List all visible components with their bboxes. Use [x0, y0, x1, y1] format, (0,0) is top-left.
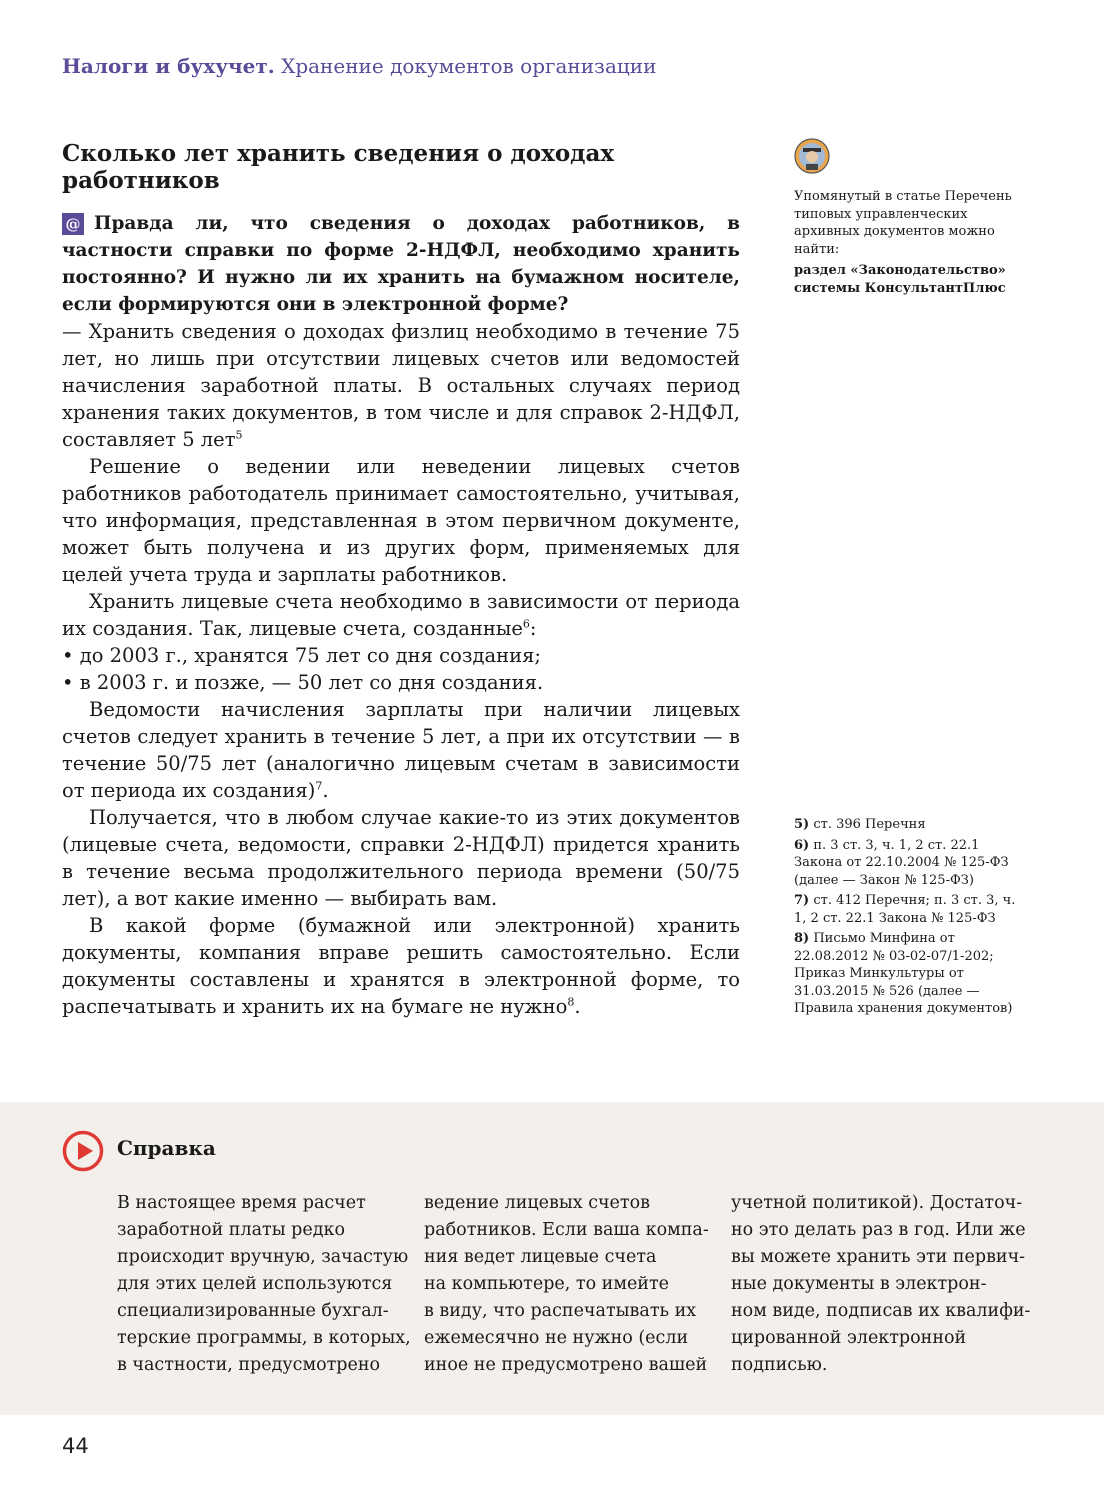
- spravka-line: но это делать раз в год. Или же: [731, 1220, 1026, 1240]
- sidebar-text: [794, 188, 1019, 297]
- spravka-line: цированной электронной: [731, 1328, 967, 1348]
- paragraph-1: [62, 318, 740, 453]
- avatar-icon: [794, 138, 830, 174]
- sidebar-note: [794, 138, 1019, 297]
- play-icon: [62, 1130, 104, 1172]
- paragraph-6-end: .: [574, 995, 581, 1018]
- footnote-text: п. 3 ст. 3, ч. 1, 2 ст. 22.1 Закона от 22.10.2004 № 125-ФЗ (далее — Закон № 125-ФЗ): [794, 837, 1009, 888]
- sidebar-note-text: Упомянутый в статье Перечень типовых управленческих архивных документов можно найти:: [794, 189, 1012, 257]
- question: [62, 210, 740, 318]
- footnote-number: 7): [794, 893, 810, 908]
- at-sign-icon: @: [62, 213, 84, 235]
- paragraph-3-end: :: [529, 617, 537, 640]
- spravka-box: [0, 1102, 1104, 1415]
- spravka-line: заработной платы редко: [117, 1220, 345, 1240]
- spravka-line: ния ведет лицевые счета: [424, 1247, 657, 1267]
- footnote: [794, 930, 1024, 1018]
- page-number: 44: [62, 1434, 89, 1458]
- spravka-line: работников. Если ваша компа-: [424, 1220, 709, 1240]
- sidebar-note-bold: раздел «Законодательство» системы КонсультантПлюс: [794, 263, 1006, 296]
- paragraph-4: [62, 696, 740, 804]
- paragraph-5: Получается, что в любом случае какие-то из этих документов (лицевые счета, ведомости, справки 2-НДФЛ) придется хранить в течение весьма продолжительного периода времени (50/75 лет), а вот какие именно — выбирать вам.: [62, 806, 740, 910]
- spravka-line: в виду, что распечатывать их: [424, 1301, 697, 1321]
- paragraph-2: Решение о ведении или неведении лицевых счетов работников работодатель принимает самостоятельно, учитывая, что информация, представленная в этом первичном документе, может быть получена и из других форм, применяемых для целей учета труда и зарплаты работников.: [62, 455, 740, 586]
- footnote: [794, 837, 1024, 890]
- footnote-ref: 6: [522, 617, 530, 631]
- footnote-ref: 7: [315, 779, 323, 793]
- spravka-line: ежемесячно не нужно (если: [424, 1328, 689, 1348]
- spravka-title: Справка: [117, 1136, 216, 1160]
- bullet-item: • в 2003 г. и позже, — 50 лет со дня создания.: [62, 671, 544, 694]
- footnote-text: Письмо Минфина от 22.08.2012 № 03-02-07/1-202; Приказ Минкультуры от 31.03.2015 № 526 (далее — Правила хранения документов): [794, 931, 1013, 1016]
- spravka-line: ведение лицевых счетов: [424, 1193, 650, 1213]
- footnote-ref: 8: [567, 995, 575, 1009]
- footnote-ref: 5: [235, 428, 243, 442]
- spravka-line: происходит вручную, зачастую: [117, 1247, 409, 1267]
- footnote-number: 8): [794, 931, 810, 946]
- footnote: [794, 892, 1024, 927]
- paragraph-1-text: — Хранить сведения о доходах физлиц необходимо в течение 75 лет, но лишь при отсутствии лицевых счетов или ведомостей начисления заработной платы. В остальных случаях период хранения таких документов, в том числе и для справок 2-НДФЛ, составляет 5 лет: [62, 320, 740, 451]
- spravka-line: учетной политикой). Достаточ-: [731, 1193, 1023, 1213]
- spravka-line: подписью.: [731, 1355, 828, 1375]
- section-name: Налоги и бухучет.: [62, 54, 275, 78]
- paragraph-4-end: .: [322, 779, 329, 802]
- footnote-text: ст. 396 Перечня: [813, 817, 926, 832]
- footnote-number: 6): [794, 837, 810, 853]
- spravka-line: ном виде, подписав их квалифи-: [731, 1301, 1031, 1321]
- scalloped-edge: [0, 1098, 1104, 1106]
- paragraph-6: [62, 912, 740, 1020]
- footnotes: [794, 816, 1024, 1021]
- question-text: Правда ли, что сведения о доходах работников, в частности справки по форме 2-НДФЛ, необходимо хранить постоянно? И нужно ли их хранить на бумажном носителе, если формируются они в электронной форме?: [62, 213, 740, 315]
- spravka-column-2: [424, 1190, 714, 1379]
- running-head: [62, 52, 656, 80]
- footnote-number: 5): [794, 817, 810, 832]
- footnote: [794, 816, 1024, 834]
- footnote-text: ст. 412 Перечня; п. 3 ст. 3, ч. 1, 2 ст. 22.1 Закона № 125-ФЗ: [794, 893, 1016, 926]
- spravka-line: В настоящее время расчет: [117, 1193, 366, 1213]
- paragraph-6-text: В какой форме (бумажной или электронной) хранить документы, компания вправе решить самостоятельно. Если документы составлены и хранятся в электронной форме, то распечатывать и хранить их на бумаге не нужно: [62, 914, 740, 1018]
- paragraph-3: [62, 588, 740, 642]
- spravka-line: ные документы в электрон-: [731, 1274, 987, 1294]
- spravka-line: в частности, предусмотрено: [117, 1355, 381, 1375]
- spravka-line: для этих целей используются: [117, 1274, 393, 1294]
- article: [62, 140, 740, 1020]
- spravka-column-3: [731, 1190, 1031, 1379]
- article-title: Сколько лет хранить сведения о доходах работников: [62, 140, 615, 194]
- spravka-line: специализированные бухгал-: [117, 1301, 389, 1321]
- topic-name: Хранение документов организации: [281, 54, 657, 78]
- paragraph-3-text: Хранить лицевые счета необходимо в зависимости от периода их создания. Так, лицевые счета, созданные: [62, 590, 740, 640]
- spravka-line: вы можете хранить эти первич-: [731, 1247, 1026, 1267]
- spravka-line: иное не предусмотрено вашей: [424, 1355, 708, 1375]
- spravka-column-1: [117, 1190, 411, 1379]
- spravka-line: терские программы, в которых,: [117, 1328, 411, 1348]
- spravka-line: на компьютере, то имейте: [424, 1274, 670, 1294]
- paragraph-4-text: Ведомости начисления зарплаты при наличии лицевых счетов следует хранить в течение 5 лет, а при их отсутствии — в течение 50/75 лет (аналогично лицевым счетам в зависимости от периода их создания): [62, 698, 740, 802]
- bullet-item: • до 2003 г., хранятся 75 лет со дня создания;: [62, 644, 541, 667]
